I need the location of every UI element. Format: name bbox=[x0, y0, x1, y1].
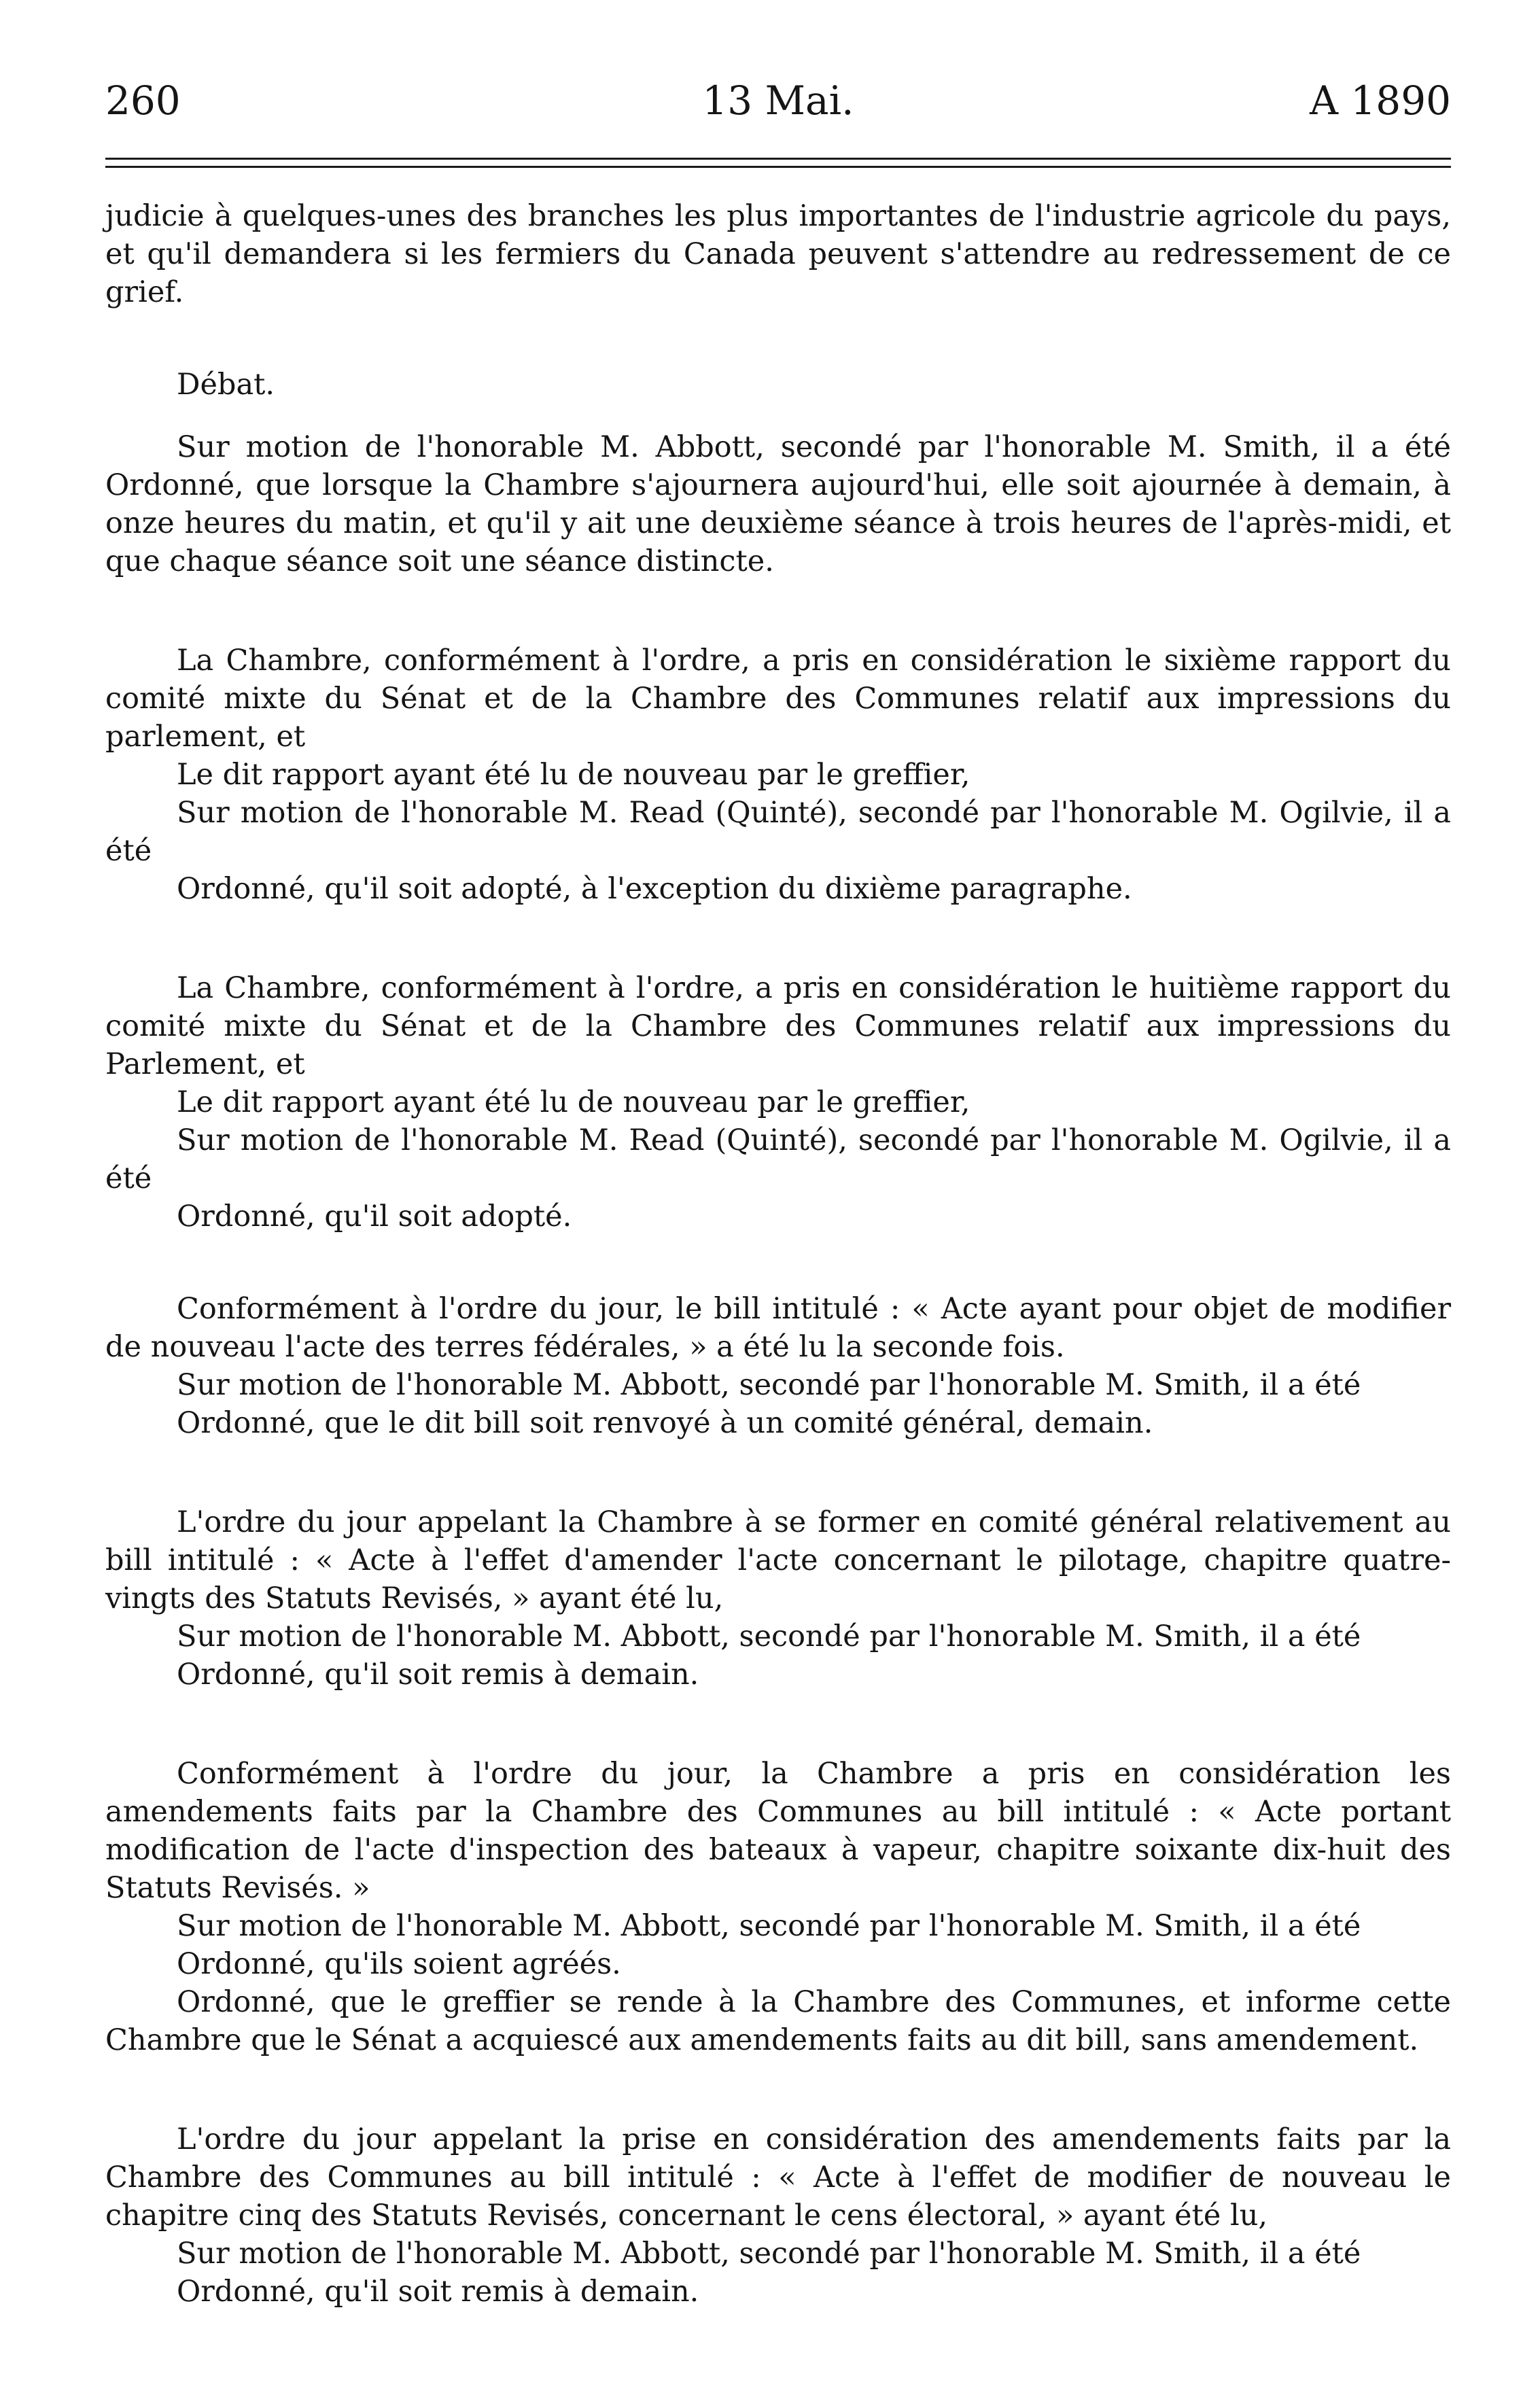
paragraph: Le dit rapport ayant été lu de nouveau par le greffier, bbox=[177, 758, 970, 792]
paragraph: Conformément à l'ordre du jour, la Chambre a pris en considération les amendements faits par la Chambre des Communes au bill intitulé : « Acte portant modification de l'acte d'inspection des bateaux à vapeur, chapitre soixante dix-huit des Statuts Revisés. » bbox=[105, 1757, 1451, 1905]
page-number: 260 bbox=[105, 77, 181, 124]
header-rule-bottom bbox=[105, 166, 1451, 168]
paragraph: Sur motion de l'honorable M. Abbott, secondé par l'honorable M. Smith, il a été bbox=[177, 1368, 1361, 1402]
paragraph: Sur motion de l'honorable M. Read (Quinté), secondé par l'honorable M. Ogilvie, il a été bbox=[105, 1123, 1451, 1195]
paragraph: Sur motion de l'honorable M. Abbott, secondé par l'honorable M. Smith, il a été bbox=[177, 2237, 1361, 2271]
paragraph: Sur motion de l'honorable M. Abbott, secondé par l'honorable M. Smith, il a été bbox=[177, 1620, 1361, 1654]
paragraph: Ordonné, qu'il soit adopté. bbox=[177, 1200, 572, 1234]
paragraph: L'ordre du jour appelant la Chambre à se former en comité général relativement au bill intitulé : « Acte à l'effet d'amender l'acte concernant le pilotage, chapitre quatre-vingts des Statuts Revisés, » ayant été lu, bbox=[105, 1505, 1451, 1615]
paragraph: La Chambre, conformément à l'ordre, a pris en considération le sixième rapport du comité mixte du Sénat et de la Chambre des Communes relatif aux impressions du parlement, et bbox=[105, 644, 1451, 754]
paragraph: Débat. bbox=[177, 368, 275, 402]
paragraph: L'ordre du jour appelant la prise en considération des amendements faits par la Chambre des Communes au bill intitulé : « Acte à l'effet de modifier de nouveau le chapitre cinq des Statuts Revisés, concernant le cens électoral, » ayant été lu, bbox=[105, 2122, 1451, 2233]
paragraph: Ordonné, qu'ils soient agréés. bbox=[177, 1947, 621, 1981]
paragraph: Sur motion de l'honorable M. Read (Quinté), secondé par l'honorable M. Ogilvie, il a été bbox=[105, 796, 1451, 868]
paragraph: Le dit rapport ayant été lu de nouveau par le greffier, bbox=[177, 1085, 970, 1119]
paragraph: Ordonné, qu'il soit remis à demain. bbox=[177, 1658, 699, 1692]
page-year: A 1890 bbox=[1310, 77, 1451, 124]
paragraph: Sur motion de l'honorable M. Abbott, secondé par l'honorable M. Smith, il a été bbox=[177, 1909, 1361, 1943]
paragraph: Conformément à l'ordre du jour, le bill intitulé : « Acte ayant pour objet de modifier de nouveau l'acte des terres fédérales, » a été lu la seconde fois. bbox=[105, 1292, 1451, 1364]
header-rule-top bbox=[105, 158, 1451, 160]
document-body bbox=[105, 197, 1451, 2311]
paragraph: Ordonné, qu'il soit adopté, à l'exception du dixième paragraphe. bbox=[177, 872, 1132, 906]
paragraph: judicie à quelques-unes des branches les plus importantes de l'industrie agricole du pays, et qu'il demandera si les fermiers du Canada peuvent s'attendre au redressement de ce grief. bbox=[105, 199, 1451, 309]
paragraph: Sur motion de l'honorable M. Abbott, secondé par l'honorable M. Smith, il a été Ordonné, que lorsque la Chambre s'ajournera aujourd'hui, elle soit ajournée à demain, à onze heures du matin, et qu'il y ait une deuxième séance à trois heures de l'après-midi, et que chaque séance soit une séance distincte. bbox=[105, 430, 1451, 578]
paragraph: Ordonné, qu'il soit remis à demain. bbox=[177, 2275, 699, 2309]
paragraph: Ordonné, que le dit bill soit renvoyé à un comité général, demain. bbox=[177, 1406, 1153, 1440]
page-date: 13 Mai. bbox=[702, 77, 854, 124]
page-header bbox=[105, 73, 1451, 128]
paragraph: La Chambre, conformément à l'ordre, a pris en considération le huitième rapport du comité mixte du Sénat et de la Chambre des Communes relatif aux impressions du Parlement, et bbox=[105, 971, 1451, 1081]
paragraph: Ordonné, que le greffier se rende à la Chambre des Communes, et informe cette Chambre que le Sénat a acquiescé aux amendements faits au dit bill, sans amendement. bbox=[105, 1985, 1451, 2057]
